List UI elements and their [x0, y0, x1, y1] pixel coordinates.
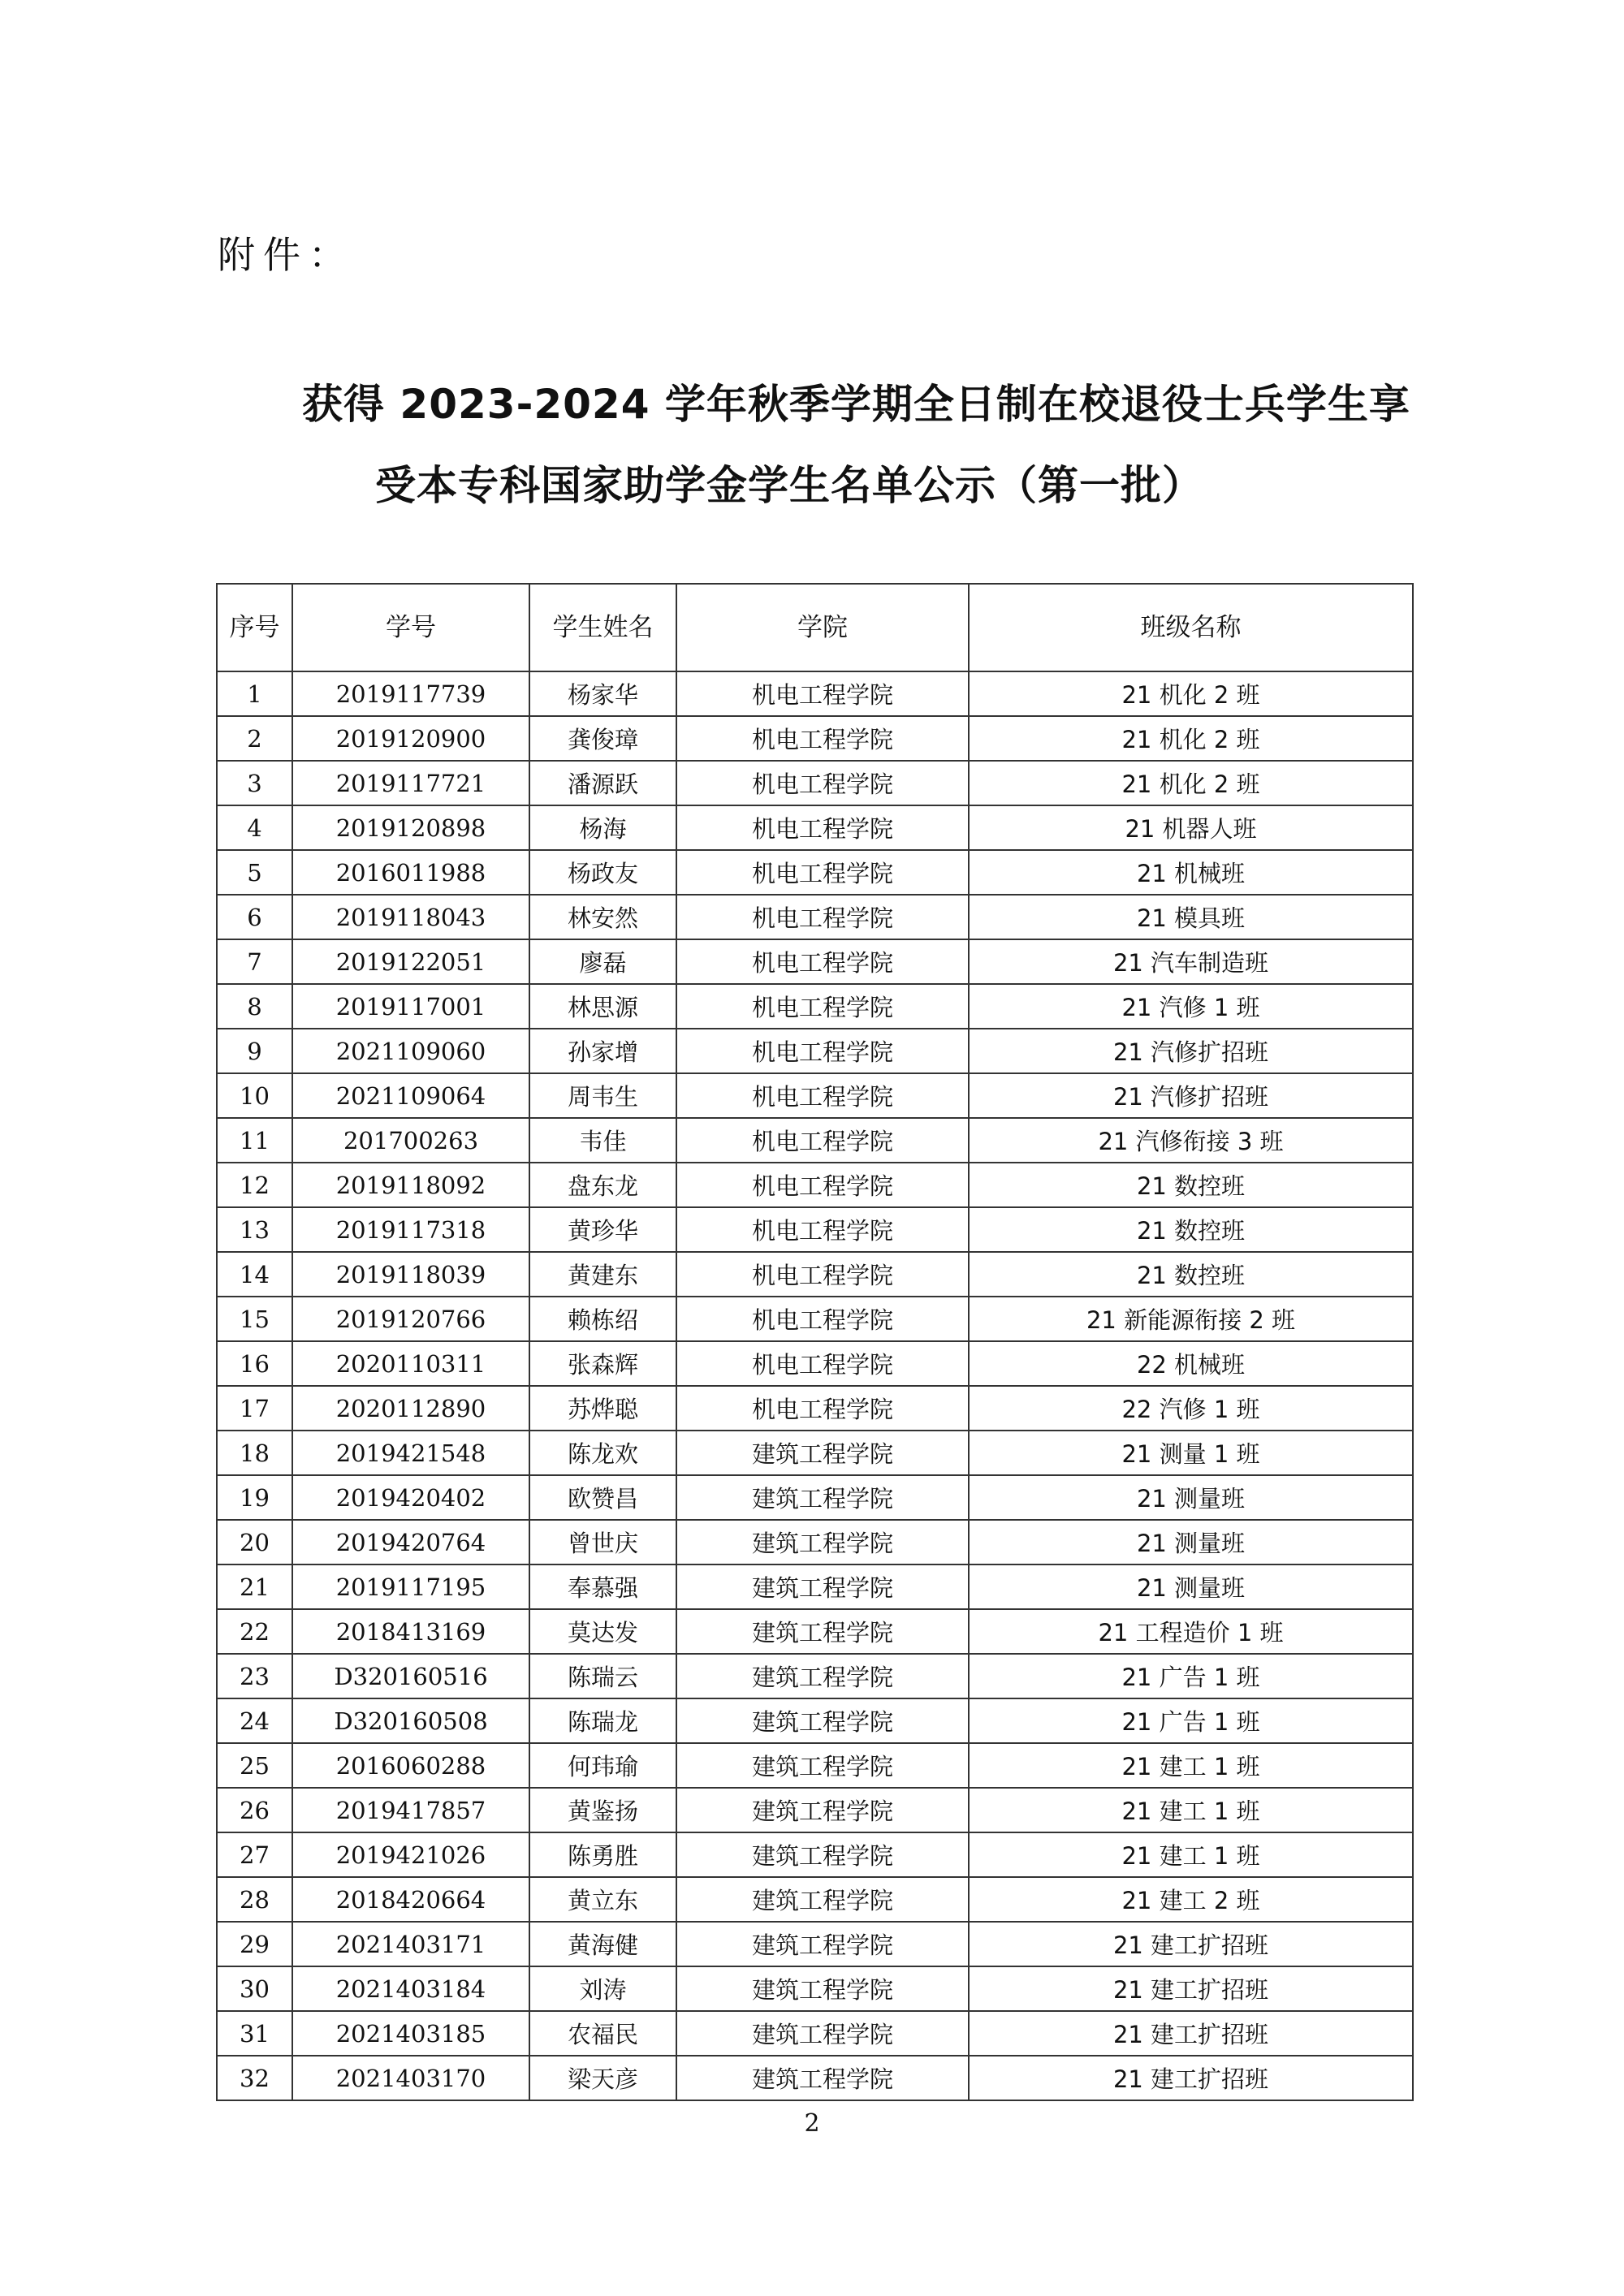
cell-college: 建筑工程学院 — [676, 1431, 969, 1475]
table-row — [217, 2011, 1413, 2056]
cell-student-name: 孙家增 — [529, 1029, 676, 1073]
cell-student-id: 2019117001 — [292, 984, 529, 1029]
cell-class-name: 21 汽车制造班 — [969, 939, 1413, 984]
table-body — [217, 671, 1413, 2100]
cell-student-id: 2016011988 — [292, 850, 529, 895]
cell-college: 机电工程学院 — [676, 895, 969, 939]
cell-seq: 16 — [217, 1341, 292, 1386]
cell-student-id: 2019420402 — [292, 1475, 529, 1520]
cell-student-id: 2019122051 — [292, 939, 529, 984]
cell-seq: 31 — [217, 2011, 292, 2056]
cell-class-name: 21 机化 2 班 — [969, 716, 1413, 761]
cell-seq: 21 — [217, 1564, 292, 1609]
cell-student-id: 2021403184 — [292, 1966, 529, 2011]
cell-seq: 14 — [217, 1252, 292, 1297]
cell-college: 机电工程学院 — [676, 984, 969, 1029]
cell-student-id: 2019421026 — [292, 1832, 529, 1877]
table-row — [217, 1520, 1413, 1564]
table-row — [217, 1654, 1413, 1698]
cell-seq: 5 — [217, 850, 292, 895]
cell-class-name: 21 机械班 — [969, 850, 1413, 895]
cell-college: 建筑工程学院 — [676, 1832, 969, 1877]
cell-seq: 1 — [217, 671, 292, 716]
cell-seq: 2 — [217, 716, 292, 761]
cell-student-name: 莫达发 — [529, 1609, 676, 1654]
cell-college: 建筑工程学院 — [676, 1743, 969, 1788]
cell-student-name: 周韦生 — [529, 1073, 676, 1118]
student-roster-table — [216, 583, 1414, 2101]
cell-class-name: 21 建工扩招班 — [969, 1922, 1413, 1966]
table-row — [217, 895, 1413, 939]
table-row — [217, 716, 1413, 761]
cell-seq: 30 — [217, 1966, 292, 2011]
cell-student-name: 刘涛 — [529, 1966, 676, 2011]
cell-college: 机电工程学院 — [676, 1252, 969, 1297]
cell-college: 建筑工程学院 — [676, 1564, 969, 1609]
cell-class-name: 21 汽修衔接 3 班 — [969, 1118, 1413, 1163]
cell-student-id: 2019117318 — [292, 1207, 529, 1252]
table-row — [217, 1029, 1413, 1073]
table-row — [217, 805, 1413, 850]
cell-seq: 23 — [217, 1654, 292, 1698]
cell-student-name: 盘东龙 — [529, 1163, 676, 1207]
cell-student-id: 2019117195 — [292, 1564, 529, 1609]
document-title-line-2: 受本专科国家助学金学生名单公示（第一批） — [375, 462, 1203, 509]
cell-student-id: 2018420664 — [292, 1877, 529, 1922]
cell-student-name: 杨政友 — [529, 850, 676, 895]
cell-college: 机电工程学院 — [676, 716, 969, 761]
cell-student-name: 杨家华 — [529, 671, 676, 716]
cell-class-name: 21 数控班 — [969, 1207, 1413, 1252]
cell-student-name: 梁天彦 — [529, 2056, 676, 2100]
cell-student-id: 2019120766 — [292, 1297, 529, 1341]
cell-student-name: 林安然 — [529, 895, 676, 939]
cell-seq: 13 — [217, 1207, 292, 1252]
table-row — [217, 1252, 1413, 1297]
cell-student-name: 农福民 — [529, 2011, 676, 2056]
cell-college: 建筑工程学院 — [676, 1520, 969, 1564]
cell-seq: 20 — [217, 1520, 292, 1564]
cell-student-id: 201700263 — [292, 1118, 529, 1163]
cell-seq: 12 — [217, 1163, 292, 1207]
cell-student-id: 2021403170 — [292, 2056, 529, 2100]
cell-student-id: 2019421548 — [292, 1431, 529, 1475]
cell-student-name: 张森辉 — [529, 1341, 676, 1386]
cell-student-id: 2019118039 — [292, 1252, 529, 1297]
table-row — [217, 1386, 1413, 1431]
cell-seq: 3 — [217, 761, 292, 805]
table-row — [217, 1207, 1413, 1252]
header-seq: 序号 — [217, 584, 292, 671]
cell-student-name: 黄建东 — [529, 1252, 676, 1297]
cell-seq: 15 — [217, 1297, 292, 1341]
cell-seq: 6 — [217, 895, 292, 939]
table-row — [217, 761, 1413, 805]
cell-student-name: 廖磊 — [529, 939, 676, 984]
cell-college: 建筑工程学院 — [676, 1966, 969, 2011]
table-row — [217, 1564, 1413, 1609]
table-row — [217, 1118, 1413, 1163]
cell-class-name: 21 建工扩招班 — [969, 2056, 1413, 2100]
table-row — [217, 1475, 1413, 1520]
table-row — [217, 671, 1413, 716]
cell-student-id: 2021403171 — [292, 1922, 529, 1966]
cell-seq: 10 — [217, 1073, 292, 1118]
cell-student-name: 黄立东 — [529, 1877, 676, 1922]
cell-college: 机电工程学院 — [676, 805, 969, 850]
table-row — [217, 1877, 1413, 1922]
cell-student-id: 2020112890 — [292, 1386, 529, 1431]
cell-student-name: 黄鉴扬 — [529, 1788, 676, 1832]
table-row — [217, 1431, 1413, 1475]
cell-student-name: 陈龙欢 — [529, 1431, 676, 1475]
cell-student-name: 赖栋绍 — [529, 1297, 676, 1341]
cell-seq: 28 — [217, 1877, 292, 1922]
cell-college: 机电工程学院 — [676, 1297, 969, 1341]
table-row — [217, 984, 1413, 1029]
cell-class-name: 22 汽修 1 班 — [969, 1386, 1413, 1431]
cell-class-name: 21 广告 1 班 — [969, 1654, 1413, 1698]
cell-student-id: 2019417857 — [292, 1788, 529, 1832]
cell-student-id: 2018413169 — [292, 1609, 529, 1654]
cell-college: 建筑工程学院 — [676, 1788, 969, 1832]
cell-student-name: 龚俊璋 — [529, 716, 676, 761]
cell-seq: 18 — [217, 1431, 292, 1475]
header-college: 学院 — [676, 584, 969, 671]
cell-student-id: 2019118092 — [292, 1163, 529, 1207]
table-row — [217, 1609, 1413, 1654]
cell-class-name: 21 汽修 1 班 — [969, 984, 1413, 1029]
table-row — [217, 1788, 1413, 1832]
cell-seq: 11 — [217, 1118, 292, 1163]
cell-seq: 9 — [217, 1029, 292, 1073]
table-row — [217, 1743, 1413, 1788]
cell-seq: 25 — [217, 1743, 292, 1788]
cell-student-id: 2019117721 — [292, 761, 529, 805]
cell-student-name: 黄珍华 — [529, 1207, 676, 1252]
cell-seq: 26 — [217, 1788, 292, 1832]
cell-class-name: 21 数控班 — [969, 1163, 1413, 1207]
cell-seq: 7 — [217, 939, 292, 984]
cell-class-name: 21 测量班 — [969, 1520, 1413, 1564]
table-row — [217, 939, 1413, 984]
cell-college: 机电工程学院 — [676, 1386, 969, 1431]
cell-class-name: 21 机化 2 班 — [969, 761, 1413, 805]
cell-seq: 22 — [217, 1609, 292, 1654]
cell-college: 机电工程学院 — [676, 761, 969, 805]
cell-student-name: 杨海 — [529, 805, 676, 850]
cell-seq: 32 — [217, 2056, 292, 2100]
cell-student-name: 林思源 — [529, 984, 676, 1029]
cell-student-id: D320160508 — [292, 1698, 529, 1743]
attachment-label: 附件： — [218, 233, 354, 277]
cell-class-name: 21 模具班 — [969, 895, 1413, 939]
cell-college: 建筑工程学院 — [676, 1609, 969, 1654]
cell-class-name: 21 工程造价 1 班 — [969, 1609, 1413, 1654]
table-row — [217, 1698, 1413, 1743]
cell-class-name: 21 测量班 — [969, 1475, 1413, 1520]
header-student-name: 学生姓名 — [529, 584, 676, 671]
cell-student-name: 陈瑞云 — [529, 1654, 676, 1698]
table-row — [217, 1163, 1413, 1207]
cell-college: 机电工程学院 — [676, 1207, 969, 1252]
cell-student-id: 2019118043 — [292, 895, 529, 939]
cell-college: 机电工程学院 — [676, 1341, 969, 1386]
cell-college: 建筑工程学院 — [676, 1475, 969, 1520]
cell-student-id: 2020110311 — [292, 1341, 529, 1386]
cell-college: 建筑工程学院 — [676, 1654, 969, 1698]
cell-college: 建筑工程学院 — [676, 1698, 969, 1743]
cell-class-name: 21 建工扩招班 — [969, 1966, 1413, 2011]
header-student-id: 学号 — [292, 584, 529, 671]
cell-class-name: 21 测量班 — [969, 1564, 1413, 1609]
cell-class-name: 21 建工扩招班 — [969, 2011, 1413, 2056]
cell-college: 机电工程学院 — [676, 1029, 969, 1073]
cell-student-name: 黄海健 — [529, 1922, 676, 1966]
document-title-line-1: 获得 2023-2024 学年秋季学期全日制在校退役士兵学生享 — [302, 381, 1410, 428]
cell-class-name: 21 建工 1 班 — [969, 1743, 1413, 1788]
cell-student-id: 2016060288 — [292, 1743, 529, 1788]
cell-class-name: 21 测量 1 班 — [969, 1431, 1413, 1475]
cell-college: 机电工程学院 — [676, 671, 969, 716]
cell-class-name: 21 数控班 — [969, 1252, 1413, 1297]
table-row — [217, 1922, 1413, 1966]
page-number: 2 — [804, 2109, 820, 2138]
cell-class-name: 21 新能源衔接 2 班 — [969, 1297, 1413, 1341]
table-row — [217, 1073, 1413, 1118]
table-row — [217, 1297, 1413, 1341]
cell-college: 机电工程学院 — [676, 1118, 969, 1163]
cell-student-name: 潘源跃 — [529, 761, 676, 805]
cell-class-name: 21 机器人班 — [969, 805, 1413, 850]
cell-seq: 8 — [217, 984, 292, 1029]
cell-college: 建筑工程学院 — [676, 1877, 969, 1922]
table-row — [217, 2056, 1413, 2100]
cell-seq: 19 — [217, 1475, 292, 1520]
cell-student-name: 何玮瑜 — [529, 1743, 676, 1788]
cell-college: 建筑工程学院 — [676, 2011, 969, 2056]
table-row — [217, 1341, 1413, 1386]
cell-student-name: 奉慕强 — [529, 1564, 676, 1609]
cell-student-name: 欧赞昌 — [529, 1475, 676, 1520]
cell-seq: 27 — [217, 1832, 292, 1877]
cell-college: 建筑工程学院 — [676, 2056, 969, 2100]
cell-student-id: 2019120898 — [292, 805, 529, 850]
cell-class-name: 21 建工 1 班 — [969, 1832, 1413, 1877]
cell-class-name: 21 广告 1 班 — [969, 1698, 1413, 1743]
cell-class-name: 21 机化 2 班 — [969, 671, 1413, 716]
cell-class-name: 21 建工 2 班 — [969, 1877, 1413, 1922]
cell-college: 机电工程学院 — [676, 850, 969, 895]
cell-college: 机电工程学院 — [676, 1163, 969, 1207]
cell-student-id: 2019120900 — [292, 716, 529, 761]
cell-student-name: 曾世庆 — [529, 1520, 676, 1564]
cell-college: 机电工程学院 — [676, 1073, 969, 1118]
cell-student-name: 陈勇胜 — [529, 1832, 676, 1877]
cell-student-name: 韦佳 — [529, 1118, 676, 1163]
cell-student-id: 2021109060 — [292, 1029, 529, 1073]
cell-student-name: 陈瑞龙 — [529, 1698, 676, 1743]
cell-student-id: 2019420764 — [292, 1520, 529, 1564]
cell-student-id: 2021403185 — [292, 2011, 529, 2056]
cell-class-name: 21 汽修扩招班 — [969, 1029, 1413, 1073]
cell-seq: 29 — [217, 1922, 292, 1966]
cell-college: 机电工程学院 — [676, 939, 969, 984]
header-class-name: 班级名称 — [969, 584, 1413, 671]
cell-seq: 4 — [217, 805, 292, 850]
table-row — [217, 850, 1413, 895]
table-row — [217, 1966, 1413, 2011]
cell-class-name: 21 汽修扩招班 — [969, 1073, 1413, 1118]
table-row — [217, 1832, 1413, 1877]
cell-class-name: 21 建工 1 班 — [969, 1788, 1413, 1832]
cell-student-id: 2019117739 — [292, 671, 529, 716]
cell-college: 建筑工程学院 — [676, 1922, 969, 1966]
cell-class-name: 22 机械班 — [969, 1341, 1413, 1386]
table-header-row — [217, 584, 1413, 671]
cell-student-name: 苏烨聪 — [529, 1386, 676, 1431]
cell-student-id: 2021109064 — [292, 1073, 529, 1118]
cell-student-id: D320160516 — [292, 1654, 529, 1698]
cell-seq: 24 — [217, 1698, 292, 1743]
cell-seq: 17 — [217, 1386, 292, 1431]
